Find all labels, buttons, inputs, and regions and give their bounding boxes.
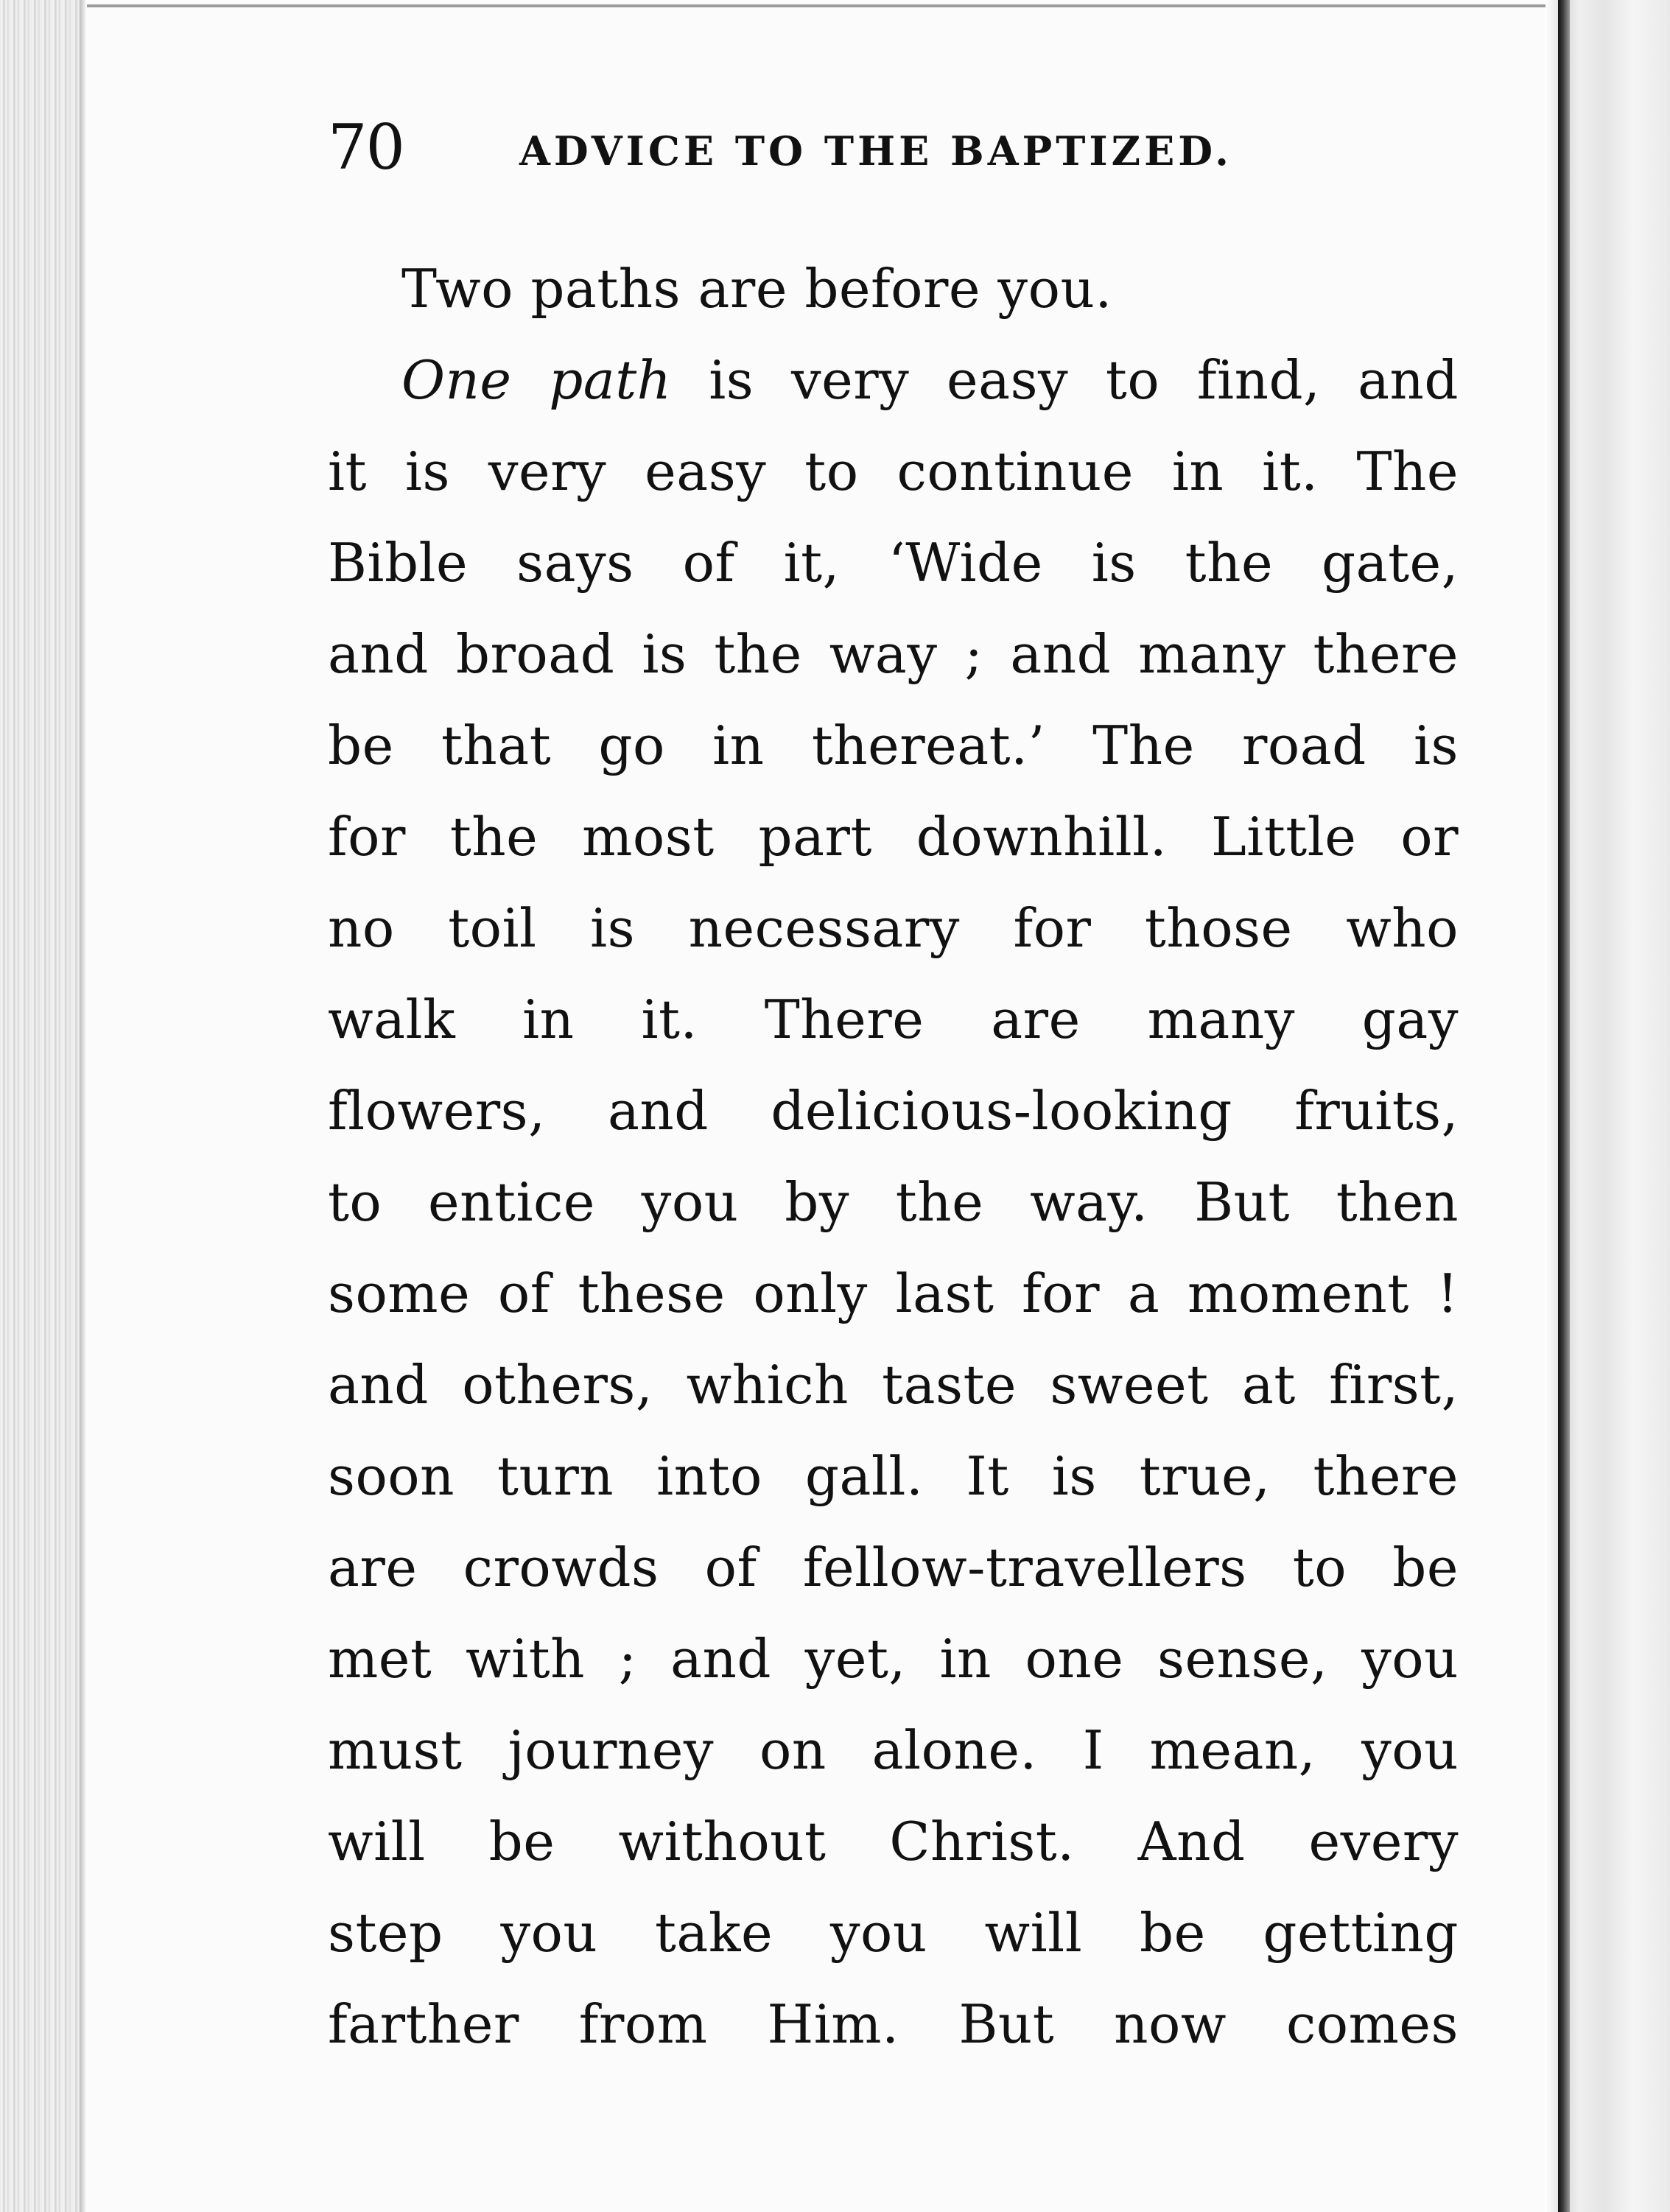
italic-lead: One path <box>401 349 672 411</box>
text-line: be that go in thereat.’ The road is <box>328 714 1459 776</box>
text-line: are crowds of fellow-travellers to be <box>328 1537 1459 1598</box>
text-line: some of these only last for a moment ! <box>328 1263 1459 1324</box>
page-number: 70 <box>328 111 404 183</box>
page-top-edge <box>87 4 1546 7</box>
text-line: and others, which taste sweet at first, <box>328 1354 1459 1416</box>
text-line <box>328 334 1459 426</box>
running-head: ADVICE TO THE BAPTIZED. <box>519 127 1232 175</box>
text-line: farther from Him. But now comes <box>328 1993 1459 2055</box>
book-page <box>328 110 1459 2055</box>
text-line: for the most part downhill. Little or <box>328 806 1459 868</box>
text-line: walk in it. There are many gay <box>328 989 1459 1050</box>
body-text <box>328 243 1459 2070</box>
text-line: it is very easy to continue in it. The <box>328 440 1459 502</box>
text-line: must journey on alone. I mean, you <box>328 1719 1459 1781</box>
text-line: met with ; and yet, in one sense, you <box>328 1628 1459 1690</box>
text-line: step you take you will be getting <box>328 1902 1459 1964</box>
book-fore-edge <box>0 0 87 2212</box>
text-line: and broad is the way ; and many there <box>328 623 1459 685</box>
text-line: flowers, and delicious-looking fruits, <box>328 1080 1459 1142</box>
book-gutter-shadow <box>1545 0 1670 2212</box>
text-line-rest: is very easy to find, and <box>709 349 1459 411</box>
text-line: will be without Christ. And every <box>328 1811 1459 1872</box>
text-line: to entice you by the way. But then <box>328 1171 1459 1233</box>
text-line: Bible says of it, ‘Wide is the gate, <box>328 532 1459 594</box>
text-line: soon turn into gall. It is true, there <box>328 1445 1459 1507</box>
text-line: no toil is necessary for those who <box>328 897 1459 959</box>
page-header <box>328 110 1459 192</box>
text-line: Two paths are before you. <box>401 258 1112 320</box>
